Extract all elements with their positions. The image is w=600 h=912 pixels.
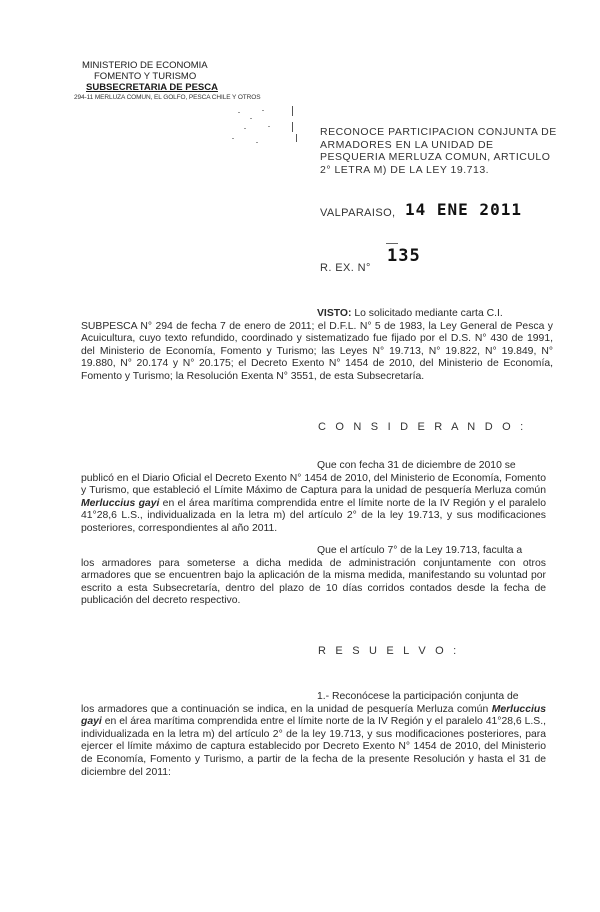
considerando-p2-first-line: Que el artículo 7° de la Ley 19.713, faculta a: [317, 545, 523, 556]
considerando-heading: C O N S I D E R A N D O :: [318, 421, 527, 433]
ministry-header: [82, 60, 252, 93]
date-stamp: 14 ENE 2011: [405, 200, 522, 219]
faint-stamp-marks: [228, 104, 308, 154]
visto-paragraph: [81, 308, 553, 384]
species-name-resuelvo: Merluccius gayi: [81, 703, 546, 728]
resolution-number-label: R. EX. N°: [320, 262, 371, 274]
place-label: VALPARAISO,: [320, 207, 396, 219]
resolution-subject: RECONOCE PARTICIPACION CONJUNTA DE ARMADORES EN LA UNIDAD DE PESQUERIA MERLUZA COMUN, ARTICULO 2° LETRA M) DE LA LEY 19.713.: [320, 126, 557, 176]
considerando-p1-body: publicó en el Diario Oficial el Decreto Exento N° 1454 de 2010, del Ministerio de Economía, Fomento y Turismo, que estableció el Límite Máximo de Captura para la unidad de pesquería Merluza común Merluccius gayi en el área marítima comprendida entre el límite norte de la IV Región y el paralelo 41°28,6 L.S., individualizada en la letra m) del artículo 2° de la ley 19.713, y sus modificaciones posteriores, correspondientes al año 2011.: [81, 472, 546, 534]
ministry-division: FOMENTO Y TURISMO: [94, 71, 197, 82]
considerando-paragraph-2: [81, 545, 546, 608]
visto-text: SUBPESCA N° 294 de fecha 7 de enero de 2011; el D.F.L. N° 5 de 1983, la Ley General de Pesca y Acuicultura, cuyo texto refundido, coordinado y sistematizado fue fijado por el D.S. N° 430 de 1991, del Ministerio de Economía, Fomento y Turismo; las Leyes N° 19.713, N° 19.822, N° 19.849, N° 19.880, N° 20.174 y N° 20.175; el Decreto Exento N° 1454 de 2010, del Ministerio de Economía, Fomento y Turismo; la Resolución Exenta N° 3551, de esta Subsecretaría.: [81, 320, 553, 382]
species-name: Merluccius gayi: [81, 497, 160, 509]
considerando-p2-body: los armadores para someterse a dicha medida de administración conjuntamente con otros armadores que se encuentren bajo la aplicación de la misma medida, manifestando su voluntad por escrito a esta Subsecretaría, dentro del plazo de 10 días corridos contados desde la fecha de publicación del decreto respectivo.: [81, 557, 546, 607]
resuelvo-heading: R E S U E L V O :: [318, 645, 460, 657]
visto-first-line: Lo solicitado mediante carta C.I.: [354, 308, 503, 319]
subsecretariat-name: SUBSECRETARIA DE PESCA: [86, 82, 218, 93]
number-dash-mark: [386, 243, 398, 244]
considerando-p1-first-line: Que con fecha 31 de diciembre de 2010 se: [317, 460, 516, 471]
resolution-number: 135: [387, 246, 421, 266]
document-reference: 294-11 MERLUZA COMUN, EL GOLFO, PESCA CHILE Y OTROS: [74, 94, 261, 101]
visto-heading: VISTO:: [317, 308, 352, 319]
considerando-paragraph-1: [81, 460, 546, 536]
resuelvo-item-body: los armadores que a continuación se indica, en la unidad de pesquería Merluza común Merluccius gayi en el área marítima comprendida entre el límite norte de la IV Región y el paralelo 41°28,6 L.S., individualizada en la letra m) del artículo 2° de la ley 19.713, y sus modificaciones posteriores, para ejercer el límite máximo de captura establecido por Decreto Exento N° 1454 de 2010, del Ministerio de Economía, Fomento y Turismo, a partir de la fecha de la presente Resolución y hasta el 31 de diciembre del 2011:: [81, 703, 546, 778]
resuelvo-item-1: [81, 691, 546, 779]
resuelvo-item-first-line: 1.- Reconócese la participación conjunta de: [317, 691, 519, 702]
ministry-name: MINISTERIO DE ECONOMIA: [82, 60, 208, 71]
